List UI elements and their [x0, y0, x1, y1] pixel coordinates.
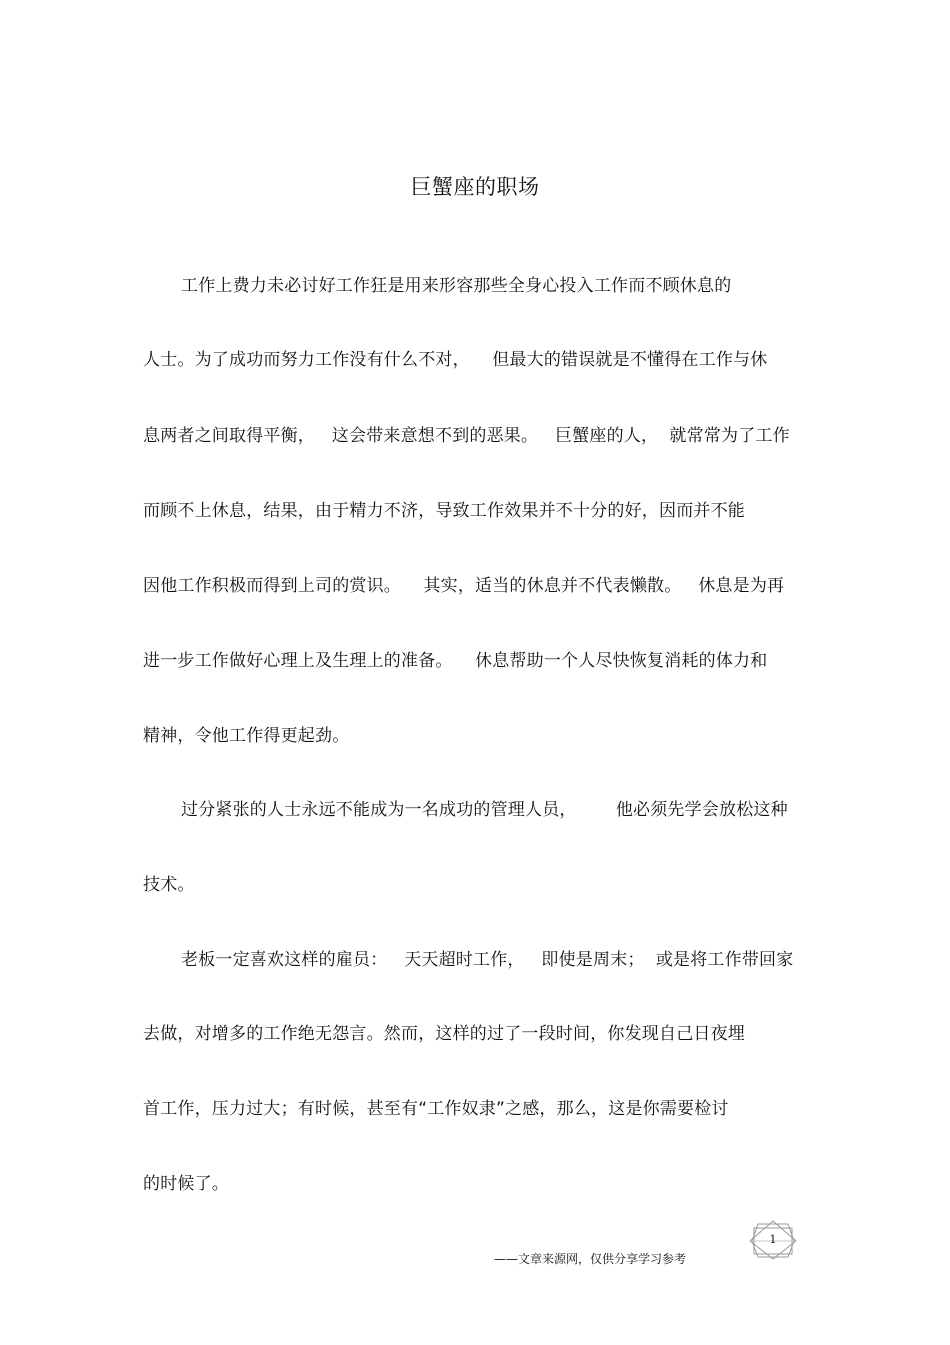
text-line: 息两者之间取得平衡， 这会带来意想不到的恶果。 巨蟹座的人， 就常常为了工作 [143, 426, 790, 446]
page-title: 巨蟹座的职场 [410, 175, 540, 199]
text-line: 工作上费力未必讨好工作狂是用来形容那些全身心投入工作而不顾休息的 [181, 276, 732, 296]
text-line: 精神，令他工作得更起劲。 [143, 726, 350, 746]
footer-note: ——文章来源网，仅供分享学习参考 [494, 1252, 687, 1266]
text-line: 进一步工作做好心理上及生理上的准备。 休息帮助一个人尽快恢复消耗的体力和 [143, 651, 768, 671]
text-line: 老板一定喜欢这样的雇员： 天天超时工作， 即使是周末； 或是将工作带回家 [181, 950, 794, 970]
text-line: 首工作，压力过大；有时候，甚至有“工作奴隶”之感，那么，这是你需要检讨 [143, 1099, 729, 1119]
text-line: 而顾不上休息，结果，由于精力不济，导致工作效果并不十分的好，因而并不能 [143, 501, 745, 521]
text-line: 的时候了。 [143, 1174, 229, 1194]
text-line: 过分紧张的人士永远不能成为一名成功的管理人员， 他必须先学会放松这种 [181, 800, 788, 820]
text-line: 技术。 [143, 875, 195, 895]
page-number: 1 [769, 1233, 777, 1246]
text-line: 去做，对增多的工作绝无怨言。然而，这样的过了一段时间，你发现自己日夜埋 [143, 1024, 745, 1044]
text-line: 因他工作积极而得到上司的赏识。 其实，适当的休息并不代表懒散。 休息是为再 [143, 576, 785, 596]
text-line: 人士。为了成功而努力工作没有什么不对， 但最大的错误就是不懂得在工作与休 [143, 350, 768, 370]
